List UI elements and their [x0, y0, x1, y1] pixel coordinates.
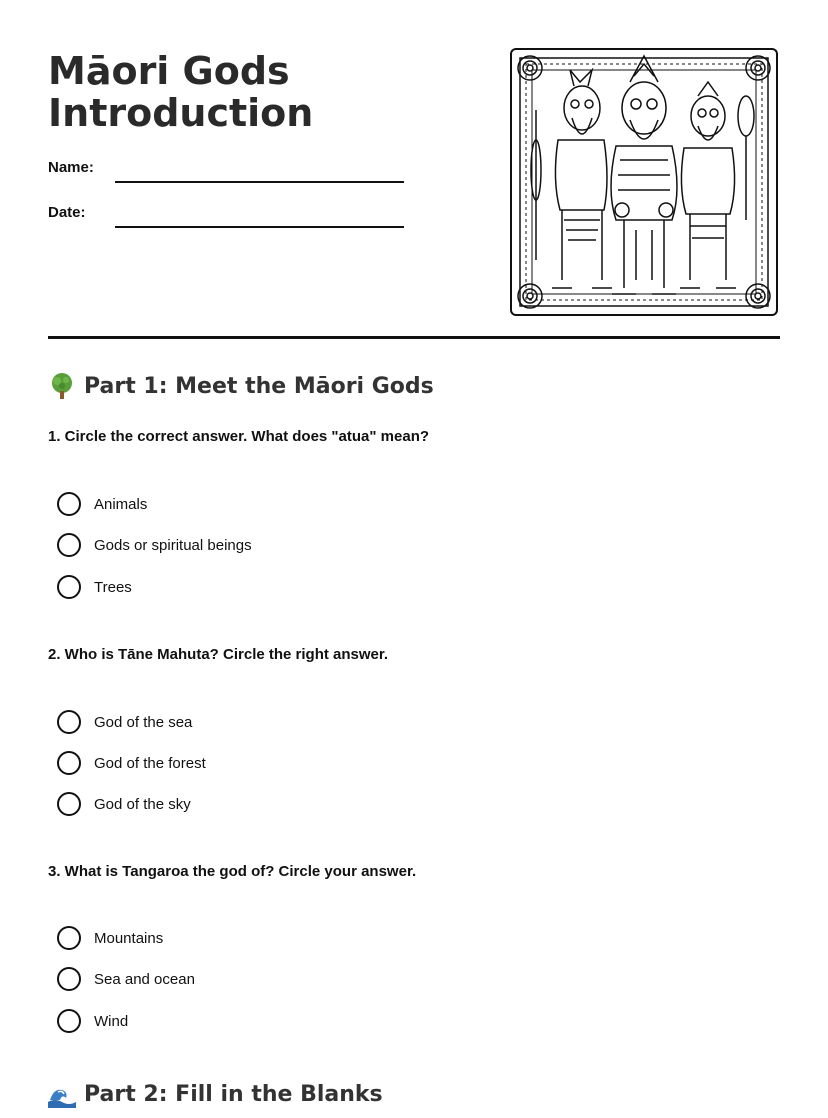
radio-circle[interactable] — [57, 967, 81, 991]
maori-gods-carving-icon — [512, 50, 776, 314]
q1-option-1[interactable] — [57, 492, 147, 516]
question-2: 2. Who is Tāne Mahuta? Circle the right answer. — [48, 646, 389, 663]
option-label: God of the sky — [94, 795, 191, 813]
radio-circle[interactable] — [57, 926, 81, 950]
part2-heading-text: Part 2: Fill in the Blanks — [84, 1081, 383, 1107]
tree-icon — [48, 372, 76, 400]
part2-heading — [48, 1080, 383, 1108]
radio-circle[interactable] — [57, 710, 81, 734]
option-label: Sea and ocean — [94, 970, 195, 988]
name-line[interactable] — [115, 181, 404, 183]
radio-circle[interactable] — [57, 533, 81, 557]
option-label: Animals — [94, 495, 148, 513]
part1-heading — [48, 372, 434, 400]
option-label: Mountains — [94, 929, 164, 947]
worksheet-header — [48, 0, 780, 340]
name-label: Name: — [48, 159, 94, 176]
q3-option-1[interactable] — [57, 926, 163, 950]
option-label: Trees — [94, 578, 132, 596]
date-label: Date: — [48, 204, 86, 221]
option-label: Gods or spiritual beings — [94, 536, 252, 554]
question-3: 3. What is Tangaroa the god of? Circle your answer. — [48, 863, 417, 880]
option-label: God of the forest — [94, 754, 206, 772]
q2-option-2[interactable] — [57, 751, 206, 775]
part1-heading-text: Part 1: Meet the Māori Gods — [84, 373, 434, 399]
maori-gods-illustration — [510, 48, 778, 316]
worksheet-title — [48, 50, 313, 134]
radio-circle[interactable] — [57, 1009, 81, 1033]
q1-option-3[interactable] — [57, 575, 132, 599]
wave-icon — [48, 1080, 76, 1108]
title-line-1: Māori Gods — [48, 49, 290, 93]
header-divider — [48, 336, 780, 339]
radio-circle[interactable] — [57, 575, 81, 599]
option-label: Wind — [94, 1012, 129, 1030]
radio-circle[interactable] — [57, 792, 81, 816]
question-1: 1. Circle the correct answer. What does "atua" mean? — [48, 428, 430, 445]
q2-option-3[interactable] — [57, 792, 191, 816]
worksheet-page — [48, 0, 780, 1107]
q3-option-2[interactable] — [57, 967, 195, 991]
option-label: God of the sea — [94, 713, 193, 731]
radio-circle[interactable] — [57, 492, 81, 516]
radio-circle[interactable] — [57, 751, 81, 775]
q3-option-3[interactable] — [57, 1009, 128, 1033]
date-line[interactable] — [115, 226, 404, 228]
title-line-2: Introduction — [48, 91, 314, 135]
q2-option-1[interactable] — [57, 710, 192, 734]
q1-option-2[interactable] — [57, 533, 252, 557]
